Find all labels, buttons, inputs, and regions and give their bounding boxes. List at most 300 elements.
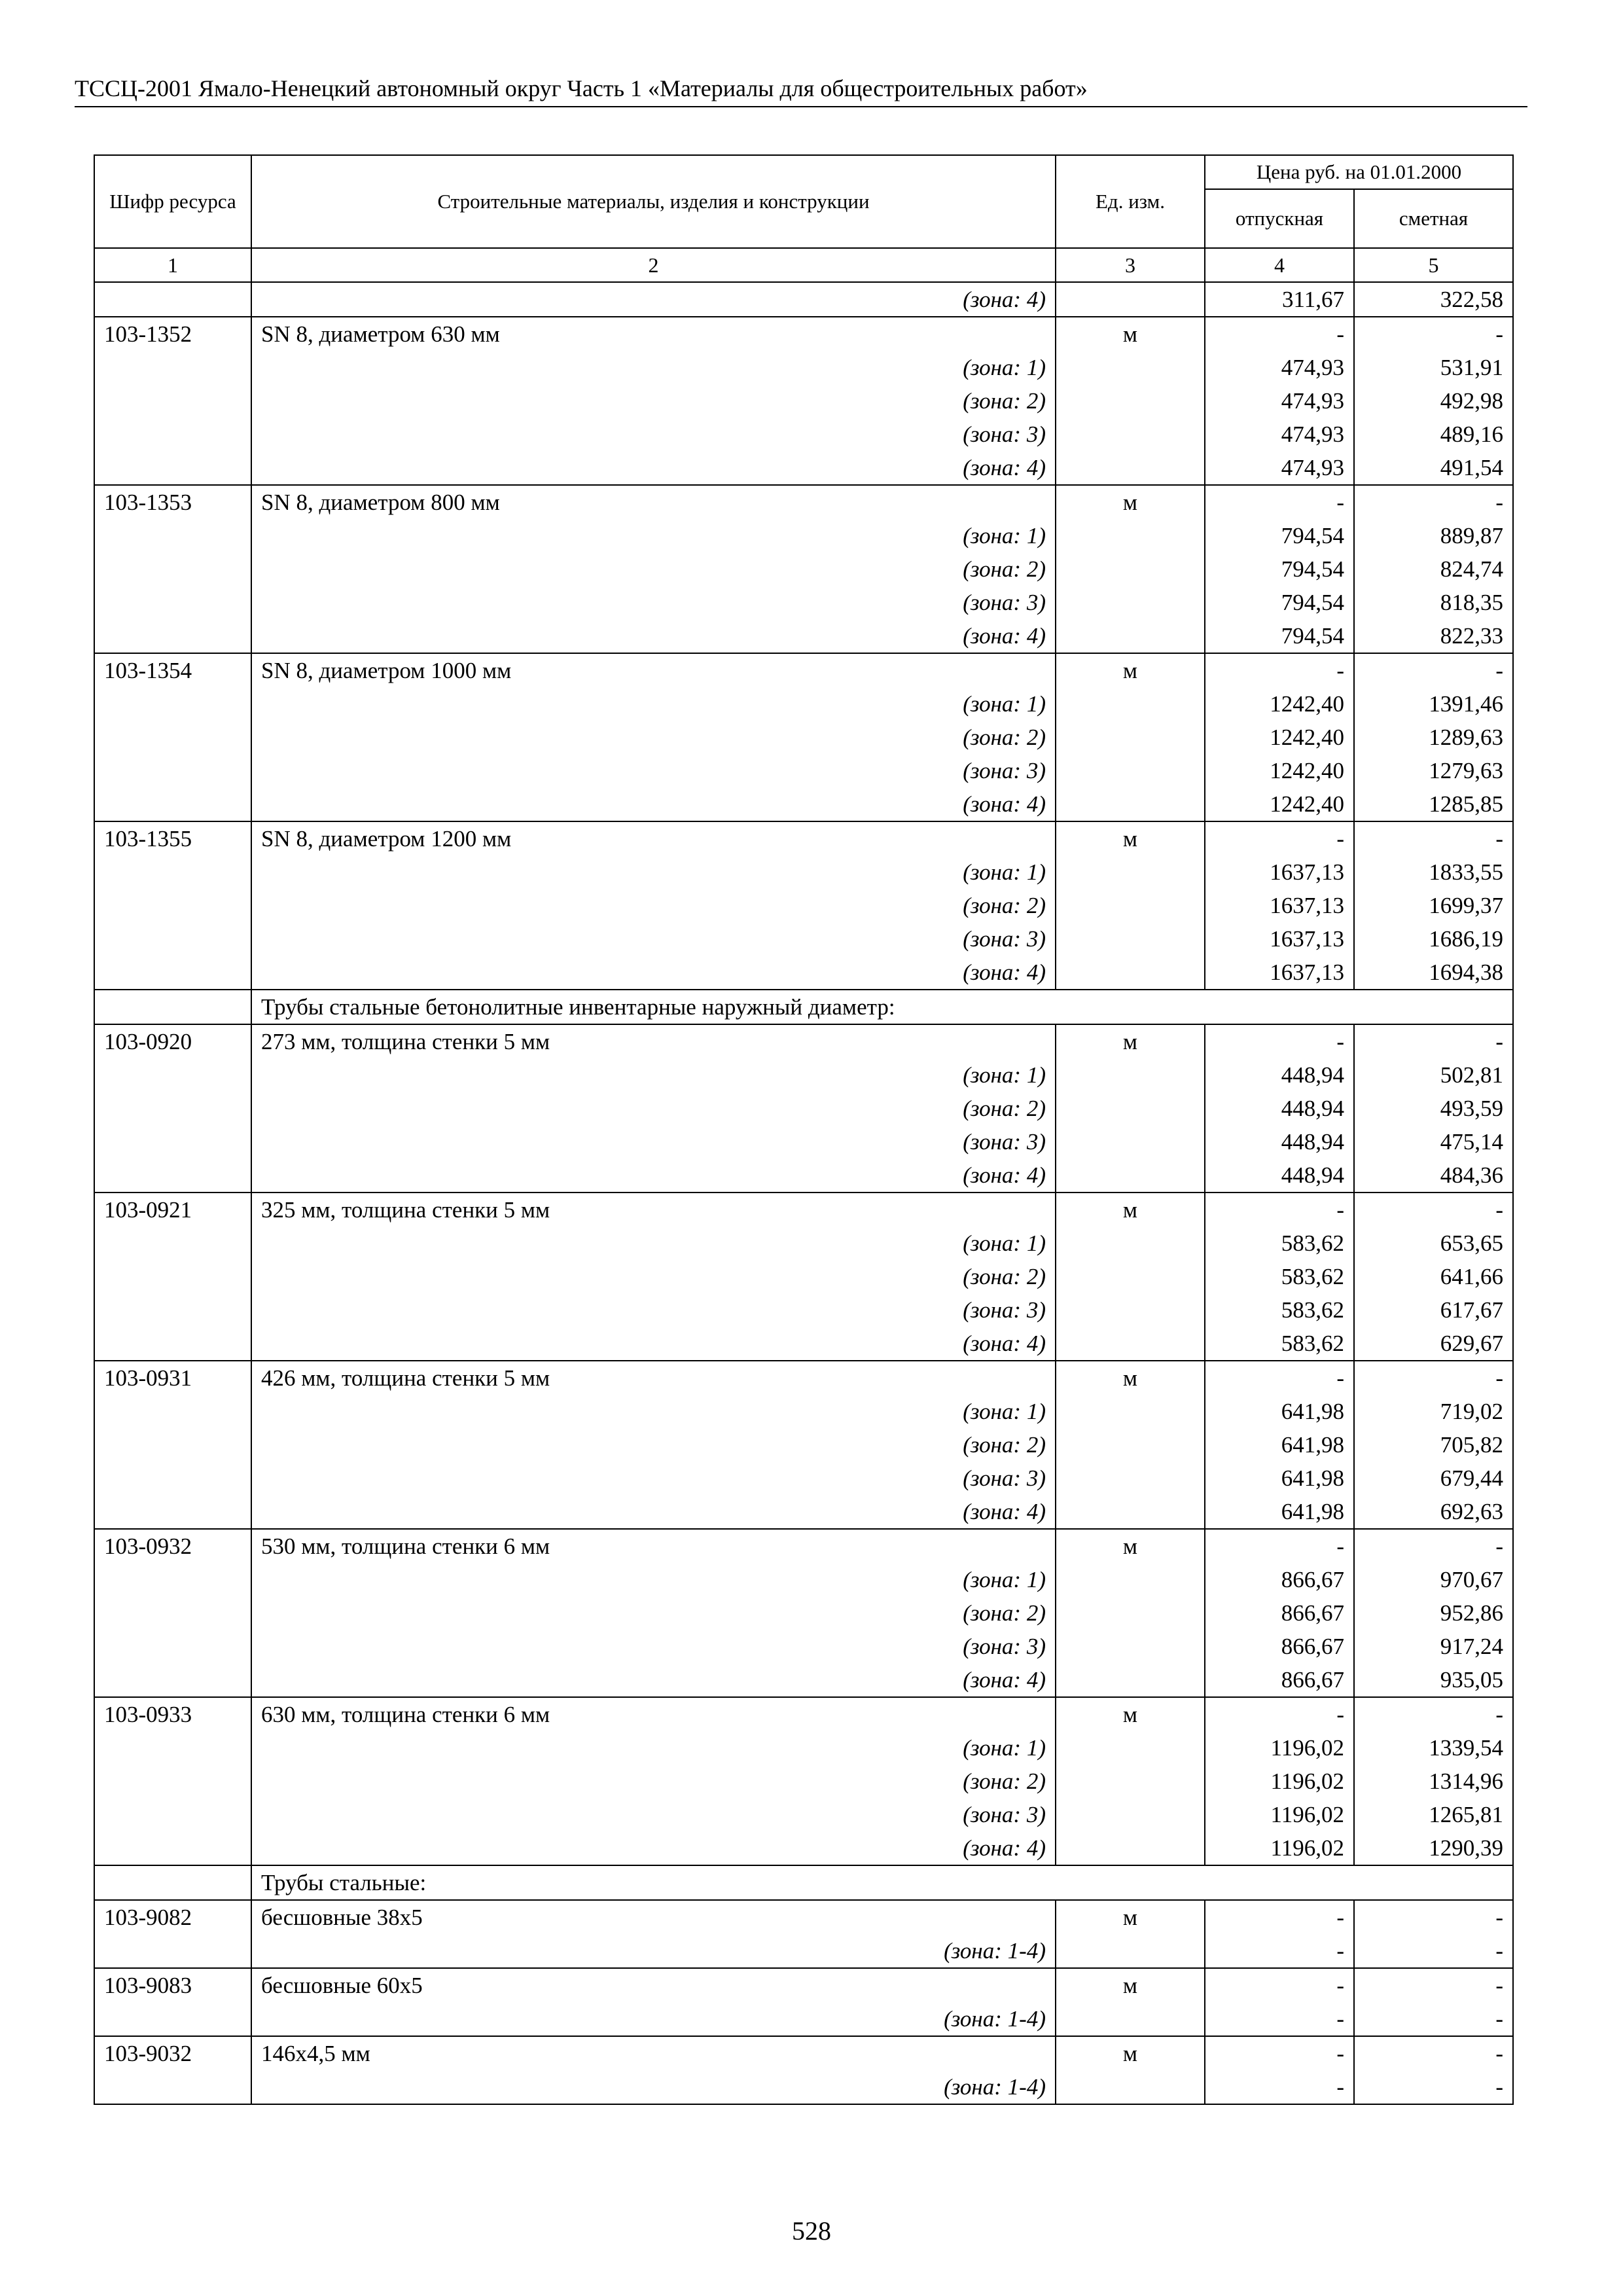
estimate-price: 1339,54 [1354, 1731, 1513, 1765]
zone-unit-cell [1056, 384, 1205, 418]
item-row [94, 1900, 1513, 1934]
release-price: - [1205, 2070, 1354, 2104]
zone-label: (зона: 4) [251, 619, 1056, 653]
release-price: 583,62 [1205, 1293, 1354, 1327]
release-price: 794,54 [1205, 586, 1354, 619]
zone-row [94, 1798, 1513, 1831]
col-header-unit: Ед. изм. [1056, 155, 1205, 248]
zone-label: (зона: 3) [251, 754, 1056, 787]
zone-unit-cell [1056, 619, 1205, 653]
col-header-name: Строительные материалы, изделия и конструкции [251, 155, 1056, 248]
estimate-price: 1314,96 [1354, 1765, 1513, 1798]
zone-unit-cell [1056, 1596, 1205, 1630]
zone-unit-cell [1056, 1798, 1205, 1831]
material-name: SN 8, диаметром 1000 мм [251, 653, 1056, 687]
zone-code-cell [94, 1327, 251, 1361]
release-price: - [1205, 653, 1354, 687]
zone-code-cell [94, 1260, 251, 1293]
table-body [94, 282, 1513, 2104]
zone-row [94, 2002, 1513, 2036]
unit-cell: м [1056, 1529, 1205, 1563]
zone-row [94, 1092, 1513, 1125]
material-name: SN 8, диаметром 800 мм [251, 485, 1056, 519]
zone-unit-cell [1056, 889, 1205, 922]
release-price: 641,98 [1205, 1428, 1354, 1462]
zone-code-cell [94, 1293, 251, 1327]
zone-row [94, 787, 1513, 821]
zone-label: (зона: 1-4) [251, 1934, 1056, 1968]
zone-unit-cell [1056, 1058, 1205, 1092]
item-row [94, 317, 1513, 351]
zone-unit-cell [1056, 586, 1205, 619]
estimate-price: 491,54 [1354, 451, 1513, 485]
zone-row [94, 1158, 1513, 1193]
zone-code-cell [94, 1563, 251, 1596]
zone-label: (зона: 4) [251, 1158, 1056, 1193]
zone-unit-cell [1056, 1227, 1205, 1260]
zone-unit-cell [1056, 1293, 1205, 1327]
zone-label: (зона: 2) [251, 1092, 1056, 1125]
resource-code: 103-0921 [94, 1193, 251, 1227]
release-price: 1242,40 [1205, 754, 1354, 787]
zone-unit-cell [1056, 1158, 1205, 1193]
unit-cell: м [1056, 1193, 1205, 1227]
release-price: 1637,13 [1205, 922, 1354, 956]
zone-code-cell [94, 2002, 251, 2036]
zone-label: (зона: 4) [251, 1831, 1056, 1865]
estimate-price: 475,14 [1354, 1125, 1513, 1158]
estimate-price: 1290,39 [1354, 1831, 1513, 1865]
unit-cell: м [1056, 485, 1205, 519]
release-price: 641,98 [1205, 1495, 1354, 1529]
item-row [94, 1193, 1513, 1227]
zone-row [94, 1731, 1513, 1765]
zone-label: (зона: 1) [251, 687, 1056, 721]
zone-code-cell [94, 1663, 251, 1697]
release-price: - [1205, 1529, 1354, 1563]
zone-row [94, 418, 1513, 451]
col-header-release-price: отпускная [1205, 189, 1354, 248]
zone-code-cell [94, 619, 251, 653]
zone-code-cell [94, 1934, 251, 1968]
zone-unit-cell [1056, 721, 1205, 754]
zone-row [94, 1563, 1513, 1596]
zone-code-cell [94, 1227, 251, 1260]
estimate-price: - [1354, 1193, 1513, 1227]
item-row [94, 1529, 1513, 1563]
release-price: 583,62 [1205, 1227, 1354, 1260]
item-row [94, 1024, 1513, 1058]
resource-code: 103-0933 [94, 1697, 251, 1731]
zone-code-cell [94, 687, 251, 721]
zone-code-cell [94, 1428, 251, 1462]
release-price: 866,67 [1205, 1563, 1354, 1596]
zone-label: (зона: 3) [251, 418, 1056, 451]
table-header [94, 155, 1513, 282]
release-price: 583,62 [1205, 1260, 1354, 1293]
zone-label: (зона: 1) [251, 351, 1056, 384]
group-code-cell [94, 1865, 251, 1900]
estimate-price: - [1354, 1024, 1513, 1058]
zone-unit-cell [1056, 282, 1205, 317]
release-price: - [1205, 1024, 1354, 1058]
estimate-price: 952,86 [1354, 1596, 1513, 1630]
release-price: - [1205, 1968, 1354, 2002]
estimate-price: 818,35 [1354, 586, 1513, 619]
estimate-price: 970,67 [1354, 1563, 1513, 1596]
release-price: 1637,13 [1205, 855, 1354, 889]
release-price: - [1205, 1900, 1354, 1934]
zone-code-cell [94, 351, 251, 384]
zone-unit-cell [1056, 922, 1205, 956]
zone-code-cell [94, 1058, 251, 1092]
estimate-price: 692,63 [1354, 1495, 1513, 1529]
zone-label: (зона: 4) [251, 787, 1056, 821]
zone-unit-cell [1056, 1327, 1205, 1361]
estimate-price: - [1354, 1697, 1513, 1731]
estimate-price: - [1354, 485, 1513, 519]
estimate-price: - [1354, 317, 1513, 351]
release-price: 1637,13 [1205, 889, 1354, 922]
resource-code: 103-9083 [94, 1968, 251, 2002]
estimate-price: 679,44 [1354, 1462, 1513, 1495]
col-header-estimate-price: сметная [1354, 189, 1513, 248]
zone-label: (зона: 3) [251, 1462, 1056, 1495]
estimate-price: 935,05 [1354, 1663, 1513, 1697]
zone-code-cell [94, 1395, 251, 1428]
release-price: 1196,02 [1205, 1765, 1354, 1798]
zone-label: (зона: 3) [251, 1293, 1056, 1327]
zone-label: (зона: 1) [251, 1731, 1056, 1765]
zone-unit-cell [1056, 754, 1205, 787]
estimate-price: 824,74 [1354, 552, 1513, 586]
page-number: 528 [792, 2216, 831, 2246]
release-price: 583,62 [1205, 1327, 1354, 1361]
estimate-price: 493,59 [1354, 1092, 1513, 1125]
zone-row [94, 721, 1513, 754]
zone-unit-cell [1056, 1630, 1205, 1663]
material-name: SN 8, диаметром 630 мм [251, 317, 1056, 351]
release-price: 448,94 [1205, 1125, 1354, 1158]
zone-unit-cell [1056, 1125, 1205, 1158]
release-price: 1242,40 [1205, 721, 1354, 754]
estimate-price: - [1354, 653, 1513, 687]
estimate-price: 484,36 [1354, 1158, 1513, 1193]
release-price: 794,54 [1205, 619, 1354, 653]
zone-row [94, 1395, 1513, 1428]
zone-row [94, 351, 1513, 384]
release-price: - [1205, 1934, 1354, 1968]
zone-code-cell [94, 889, 251, 922]
zone-row [94, 1293, 1513, 1327]
release-price: 474,93 [1205, 451, 1354, 485]
zone-unit-cell [1056, 519, 1205, 552]
zone-code-cell [94, 1092, 251, 1125]
zone-code-cell [94, 1596, 251, 1630]
release-price: 474,93 [1205, 384, 1354, 418]
item-row [94, 2036, 1513, 2070]
estimate-price: 889,87 [1354, 519, 1513, 552]
zone-label: (зона: 3) [251, 586, 1056, 619]
zone-code-cell [94, 451, 251, 485]
zone-code-cell [94, 586, 251, 619]
item-row [94, 821, 1513, 855]
zone-code-cell [94, 754, 251, 787]
zone-row [94, 889, 1513, 922]
zone-row [94, 552, 1513, 586]
zone-label: (зона: 4) [251, 1495, 1056, 1529]
estimate-price: 1699,37 [1354, 889, 1513, 922]
estimate-price: - [1354, 1968, 1513, 2002]
release-price: 794,54 [1205, 519, 1354, 552]
item-row [94, 1361, 1513, 1395]
unit-cell: м [1056, 1968, 1205, 2002]
release-price: - [1205, 2002, 1354, 2036]
zone-unit-cell [1056, 418, 1205, 451]
zone-unit-cell [1056, 1092, 1205, 1125]
col-number-1: 1 [94, 248, 251, 282]
estimate-price: 719,02 [1354, 1395, 1513, 1428]
zone-unit-cell [1056, 2070, 1205, 2104]
zone-code-cell [94, 418, 251, 451]
col-header-code: Шифр ресурса [94, 155, 251, 248]
release-price: - [1205, 1361, 1354, 1395]
resource-code: 103-9082 [94, 1900, 251, 1934]
zone-row [94, 1462, 1513, 1495]
zone-unit-cell [1056, 1731, 1205, 1765]
zone-row [94, 1831, 1513, 1865]
estimate-price: 489,16 [1354, 418, 1513, 451]
zone-unit-cell [1056, 1462, 1205, 1495]
estimate-price: 1279,63 [1354, 754, 1513, 787]
zone-unit-cell [1056, 1831, 1205, 1865]
release-price: 474,93 [1205, 418, 1354, 451]
estimate-price: 1391,46 [1354, 687, 1513, 721]
estimate-price: 1265,81 [1354, 1798, 1513, 1831]
release-price: 448,94 [1205, 1058, 1354, 1092]
estimate-price: 705,82 [1354, 1428, 1513, 1462]
zone-label: (зона: 2) [251, 1428, 1056, 1462]
zone-unit-cell [1056, 1934, 1205, 1968]
release-price: 474,93 [1205, 351, 1354, 384]
resource-code: 103-0932 [94, 1529, 251, 1563]
zone-label: (зона: 2) [251, 1260, 1056, 1293]
zone-label: (зона: 3) [251, 922, 1056, 956]
group-title: Трубы стальные: [251, 1865, 1513, 1900]
zone-label: (зона: 1) [251, 519, 1056, 552]
zone-row [94, 1765, 1513, 1798]
zone-label: (зона: 2) [251, 721, 1056, 754]
zone-label: (зона: 2) [251, 552, 1056, 586]
zone-row [94, 282, 1513, 317]
estimate-price: - [1354, 2036, 1513, 2070]
release-price: - [1205, 485, 1354, 519]
zone-row [94, 855, 1513, 889]
resource-code: 103-0931 [94, 1361, 251, 1395]
zone-code-cell [94, 855, 251, 889]
item-row [94, 653, 1513, 687]
zone-row [94, 754, 1513, 787]
release-price: - [1205, 317, 1354, 351]
zone-label: (зона: 1-4) [251, 2002, 1056, 2036]
material-name: бесшовные 38х5 [251, 1900, 1056, 1934]
zone-code-cell [94, 1831, 251, 1865]
release-price: 1196,02 [1205, 1731, 1354, 1765]
estimate-price: 492,98 [1354, 384, 1513, 418]
col-number-4: 4 [1205, 248, 1354, 282]
release-price: 448,94 [1205, 1158, 1354, 1193]
estimate-price: 322,58 [1354, 282, 1513, 317]
release-price: 1196,02 [1205, 1831, 1354, 1865]
estimate-price: - [1354, 1529, 1513, 1563]
release-price: 866,67 [1205, 1596, 1354, 1630]
col-number-3: 3 [1056, 248, 1205, 282]
zone-label: (зона: 2) [251, 889, 1056, 922]
release-price: 1242,40 [1205, 687, 1354, 721]
unit-cell: м [1056, 2036, 1205, 2070]
zone-code-cell [94, 1125, 251, 1158]
release-price: 641,98 [1205, 1395, 1354, 1428]
zone-label: (зона: 4) [251, 1327, 1056, 1361]
zone-code-cell [94, 956, 251, 990]
resource-code: 103-1352 [94, 317, 251, 351]
group-row [94, 990, 1513, 1024]
zone-row [94, 1058, 1513, 1092]
zone-row [94, 1260, 1513, 1293]
zone-unit-cell [1056, 1495, 1205, 1529]
estimate-price: 653,65 [1354, 1227, 1513, 1260]
zone-code-cell [94, 1798, 251, 1831]
unit-cell: м [1056, 821, 1205, 855]
material-name: бесшовные 60х5 [251, 1968, 1056, 2002]
zone-code-cell [94, 922, 251, 956]
material-name: 426 мм, толщина стенки 5 мм [251, 1361, 1056, 1395]
zone-row [94, 1327, 1513, 1361]
zone-code-cell [94, 1158, 251, 1193]
release-price: 1242,40 [1205, 787, 1354, 821]
release-price: 1196,02 [1205, 1798, 1354, 1831]
col-number-5: 5 [1354, 248, 1513, 282]
zone-row [94, 1428, 1513, 1462]
estimate-price: 1694,38 [1354, 956, 1513, 990]
zone-row [94, 586, 1513, 619]
zone-unit-cell [1056, 1395, 1205, 1428]
release-price: 311,67 [1205, 282, 1354, 317]
release-price: 866,67 [1205, 1630, 1354, 1663]
zone-unit-cell [1056, 1260, 1205, 1293]
zone-unit-cell [1056, 1765, 1205, 1798]
zone-label: (зона: 4) [251, 1663, 1056, 1697]
material-name: 146х4,5 мм [251, 2036, 1056, 2070]
estimate-price: 1833,55 [1354, 855, 1513, 889]
price-table [94, 154, 1514, 2105]
zone-unit-cell [1056, 451, 1205, 485]
estimate-price: - [1354, 2070, 1513, 2104]
zone-code-cell [94, 1765, 251, 1798]
estimate-price: 502,81 [1354, 1058, 1513, 1092]
zone-code-cell [94, 2070, 251, 2104]
zone-label: (зона: 3) [251, 1630, 1056, 1663]
zone-row [94, 1227, 1513, 1260]
unit-cell: м [1056, 1361, 1205, 1395]
item-row [94, 1697, 1513, 1731]
zone-row [94, 619, 1513, 653]
estimate-price: - [1354, 1900, 1513, 1934]
zone-code-cell [94, 384, 251, 418]
zone-row [94, 1495, 1513, 1529]
estimate-price: 822,33 [1354, 619, 1513, 653]
estimate-price: 641,66 [1354, 1260, 1513, 1293]
estimate-price: - [1354, 1361, 1513, 1395]
material-name: 630 мм, толщина стенки 6 мм [251, 1697, 1056, 1731]
estimate-price: 617,67 [1354, 1293, 1513, 1327]
zone-unit-cell [1056, 956, 1205, 990]
estimate-price: 1285,85 [1354, 787, 1513, 821]
zone-label: (зона: 2) [251, 1765, 1056, 1798]
release-price: - [1205, 1697, 1354, 1731]
material-name: 325 мм, толщина стенки 5 мм [251, 1193, 1056, 1227]
zone-unit-cell [1056, 351, 1205, 384]
zone-label: (зона: 1) [251, 1563, 1056, 1596]
resource-code: 103-0920 [94, 1024, 251, 1058]
zone-code-cell [94, 282, 251, 317]
zone-row [94, 687, 1513, 721]
resource-code: 103-1354 [94, 653, 251, 687]
zone-row [94, 1596, 1513, 1630]
zone-row [94, 1125, 1513, 1158]
zone-code-cell [94, 519, 251, 552]
zone-row [94, 1934, 1513, 1968]
estimate-price: 1289,63 [1354, 721, 1513, 754]
estimate-price: - [1354, 1934, 1513, 1968]
zone-code-cell [94, 1731, 251, 1765]
zone-label: (зона: 3) [251, 1798, 1056, 1831]
zone-label: (зона: 1) [251, 1058, 1056, 1092]
estimate-price: 531,91 [1354, 351, 1513, 384]
unit-cell: м [1056, 1697, 1205, 1731]
zone-unit-cell [1056, 2002, 1205, 2036]
zone-row [94, 956, 1513, 990]
zone-label: (зона: 4) [251, 451, 1056, 485]
zone-row [94, 384, 1513, 418]
zone-label: (зона: 3) [251, 1125, 1056, 1158]
zone-unit-cell [1056, 1563, 1205, 1596]
page-header: ТССЦ-2001 Ямало-Ненецкий автономный округ Часть 1 «Материалы для общестроительных работ» [75, 73, 1527, 107]
zone-row [94, 1663, 1513, 1697]
zone-unit-cell [1056, 552, 1205, 586]
col-number-2: 2 [251, 248, 1056, 282]
estimate-price: 917,24 [1354, 1630, 1513, 1663]
zone-row [94, 922, 1513, 956]
zone-unit-cell [1056, 1663, 1205, 1697]
release-price: 1637,13 [1205, 956, 1354, 990]
zone-unit-cell [1056, 787, 1205, 821]
zone-label: (зона: 4) [251, 956, 1056, 990]
zone-unit-cell [1056, 1428, 1205, 1462]
group-row [94, 1865, 1513, 1900]
zone-label: (зона: 1) [251, 1395, 1056, 1428]
zone-unit-cell [1056, 687, 1205, 721]
release-price: 866,67 [1205, 1663, 1354, 1697]
zone-code-cell [94, 1495, 251, 1529]
estimate-price: - [1354, 2002, 1513, 2036]
material-name: 530 мм, толщина стенки 6 мм [251, 1529, 1056, 1563]
resource-code: 103-1353 [94, 485, 251, 519]
zone-label: (зона: 2) [251, 384, 1056, 418]
group-title: Трубы стальные бетонолитные инвентарные наружный диаметр: [251, 990, 1513, 1024]
unit-cell: м [1056, 1900, 1205, 1934]
resource-code: 103-1355 [94, 821, 251, 855]
